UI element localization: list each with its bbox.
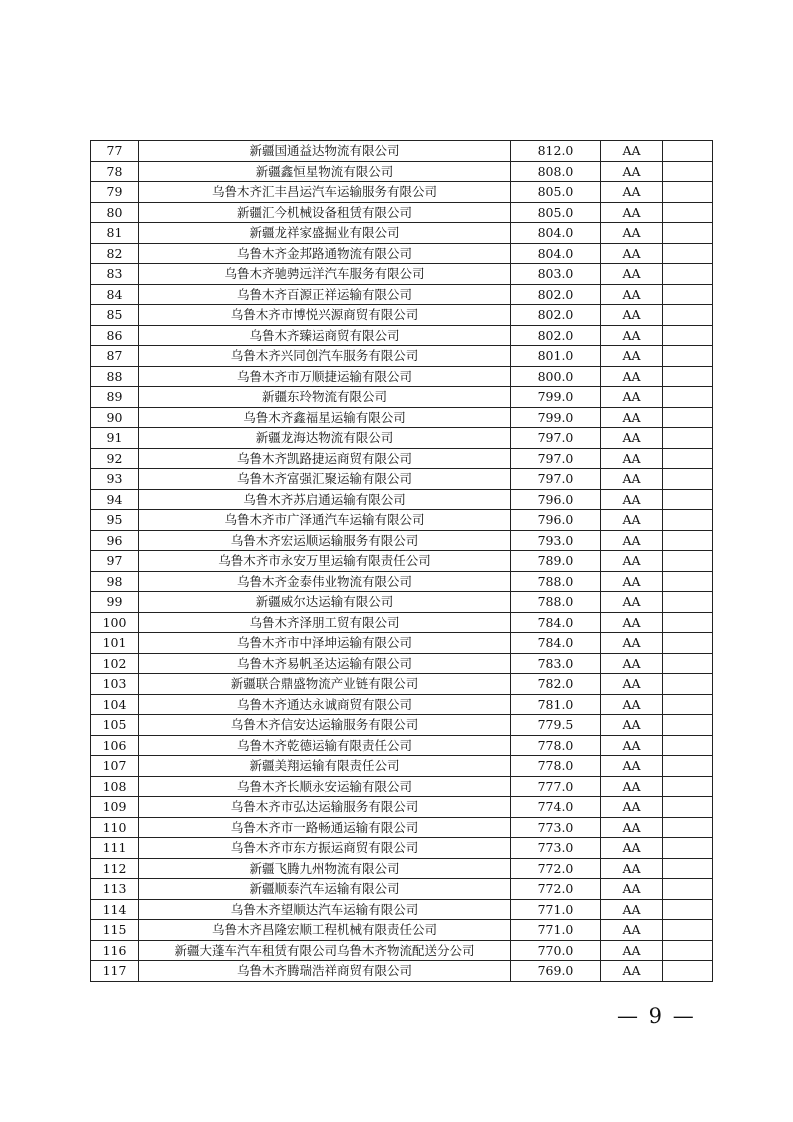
remark-cell [663, 305, 713, 326]
table-row [91, 202, 713, 223]
company-name-cell: 乌鲁木齐臻运商贸有限公司 [139, 325, 511, 346]
row-number-cell: 111 [91, 838, 139, 859]
grade-cell: AA [601, 838, 663, 859]
score-cell: 774.0 [511, 797, 601, 818]
grade-cell: AA [601, 346, 663, 367]
company-name-cell: 乌鲁木齐凯路捷运商贸有限公司 [139, 448, 511, 469]
table-row [91, 141, 713, 162]
table-row [91, 223, 713, 244]
table-row [91, 325, 713, 346]
row-number-cell: 108 [91, 776, 139, 797]
grade-cell: AA [601, 366, 663, 387]
row-number-cell: 77 [91, 141, 139, 162]
grade-cell: AA [601, 387, 663, 408]
table-row [91, 305, 713, 326]
table-row [91, 161, 713, 182]
grade-cell: AA [601, 223, 663, 244]
company-name-cell: 新疆美翔运输有限责任公司 [139, 756, 511, 777]
table-row [91, 920, 713, 941]
score-cell: 797.0 [511, 428, 601, 449]
score-cell: 773.0 [511, 817, 601, 838]
company-name-cell: 新疆国通益达物流有限公司 [139, 141, 511, 162]
table-row [91, 592, 713, 613]
score-cell: 797.0 [511, 448, 601, 469]
company-name-cell: 新疆大蓬车汽车租赁有限公司乌鲁木齐物流配送分公司 [139, 940, 511, 961]
table-row [91, 284, 713, 305]
company-name-cell: 乌鲁木齐乾德运输有限责任公司 [139, 735, 511, 756]
score-cell: 770.0 [511, 940, 601, 961]
company-name-cell: 乌鲁木齐信安达运输服务有限公司 [139, 715, 511, 736]
row-number-cell: 91 [91, 428, 139, 449]
remark-cell [663, 489, 713, 510]
company-name-cell: 新疆鑫恒星物流有限公司 [139, 161, 511, 182]
score-cell: 772.0 [511, 858, 601, 879]
score-cell: 784.0 [511, 612, 601, 633]
score-cell: 782.0 [511, 674, 601, 695]
company-name-cell: 乌鲁木齐市中泽坤运输有限公司 [139, 633, 511, 654]
remark-cell [663, 858, 713, 879]
company-name-cell: 乌鲁木齐腾瑞浩祥商贸有限公司 [139, 961, 511, 982]
score-cell: 784.0 [511, 633, 601, 654]
row-number-cell: 99 [91, 592, 139, 613]
table-row [91, 571, 713, 592]
row-number-cell: 112 [91, 858, 139, 879]
row-number-cell: 90 [91, 407, 139, 428]
remark-cell [663, 776, 713, 797]
score-cell: 812.0 [511, 141, 601, 162]
remark-cell [663, 284, 713, 305]
company-name-cell: 乌鲁木齐驰骋远洋汽车服务有限公司 [139, 264, 511, 285]
table-row [91, 797, 713, 818]
table-row [91, 858, 713, 879]
table-row [91, 612, 713, 633]
row-number-cell: 79 [91, 182, 139, 203]
rating-table-body [91, 141, 713, 982]
table-row [91, 735, 713, 756]
score-cell: 799.0 [511, 387, 601, 408]
company-name-cell: 乌鲁木齐鑫福星运输有限公司 [139, 407, 511, 428]
grade-cell: AA [601, 530, 663, 551]
company-name-cell: 乌鲁木齐昌隆宏顺工程机械有限责任公司 [139, 920, 511, 941]
remark-cell [663, 448, 713, 469]
table-row [91, 366, 713, 387]
grade-cell: AA [601, 879, 663, 900]
grade-cell: AA [601, 571, 663, 592]
table-row [91, 961, 713, 982]
grade-cell: AA [601, 735, 663, 756]
row-number-cell: 102 [91, 653, 139, 674]
remark-cell [663, 264, 713, 285]
grade-cell: AA [601, 940, 663, 961]
row-number-cell: 103 [91, 674, 139, 695]
row-number-cell: 88 [91, 366, 139, 387]
table-row [91, 510, 713, 531]
table-row [91, 940, 713, 961]
row-number-cell: 82 [91, 243, 139, 264]
remark-cell [663, 530, 713, 551]
remark-cell [663, 674, 713, 695]
grade-cell: AA [601, 817, 663, 838]
score-cell: 778.0 [511, 735, 601, 756]
grade-cell: AA [601, 653, 663, 674]
score-cell: 802.0 [511, 284, 601, 305]
grade-cell: AA [601, 264, 663, 285]
remark-cell [663, 223, 713, 244]
score-cell: 783.0 [511, 653, 601, 674]
table-row [91, 182, 713, 203]
row-number-cell: 114 [91, 899, 139, 920]
table-row [91, 428, 713, 449]
table-row [91, 838, 713, 859]
remark-cell [663, 346, 713, 367]
grade-cell: AA [601, 899, 663, 920]
table-row [91, 817, 713, 838]
company-name-cell: 乌鲁木齐苏启通运输有限公司 [139, 489, 511, 510]
company-name-cell: 乌鲁木齐宏运顺运输服务有限公司 [139, 530, 511, 551]
remark-cell [663, 817, 713, 838]
score-cell: 802.0 [511, 325, 601, 346]
grade-cell: AA [601, 182, 663, 203]
score-cell: 804.0 [511, 243, 601, 264]
grade-cell: AA [601, 510, 663, 531]
remark-cell [663, 407, 713, 428]
table-row [91, 346, 713, 367]
row-number-cell: 106 [91, 735, 139, 756]
remark-cell [663, 551, 713, 572]
table-row [91, 551, 713, 572]
company-name-cell: 乌鲁木齐兴同创汽车服务有限公司 [139, 346, 511, 367]
company-name-cell: 乌鲁木齐易帆圣达运输有限公司 [139, 653, 511, 674]
company-name-cell: 乌鲁木齐市广泽通汽车运输有限公司 [139, 510, 511, 531]
grade-cell: AA [601, 776, 663, 797]
row-number-cell: 81 [91, 223, 139, 244]
remark-cell [663, 633, 713, 654]
row-number-cell: 101 [91, 633, 139, 654]
remark-cell [663, 202, 713, 223]
remark-cell [663, 161, 713, 182]
score-cell: 804.0 [511, 223, 601, 244]
grade-cell: AA [601, 920, 663, 941]
grade-cell: AA [601, 448, 663, 469]
row-number-cell: 105 [91, 715, 139, 736]
remark-cell [663, 387, 713, 408]
row-number-cell: 100 [91, 612, 139, 633]
company-name-cell: 乌鲁木齐市弘达运输服务有限公司 [139, 797, 511, 818]
grade-cell: AA [601, 756, 663, 777]
row-number-cell: 84 [91, 284, 139, 305]
page-number: — 9 — [617, 1004, 696, 1028]
company-name-cell: 新疆汇今机械设备租赁有限公司 [139, 202, 511, 223]
grade-cell: AA [601, 407, 663, 428]
score-cell: 805.0 [511, 182, 601, 203]
company-name-cell: 乌鲁木齐望顺达汽车运输有限公司 [139, 899, 511, 920]
table-row [91, 264, 713, 285]
remark-cell [663, 961, 713, 982]
grade-cell: AA [601, 551, 663, 572]
remark-cell [663, 325, 713, 346]
table-row [91, 776, 713, 797]
company-name-cell: 乌鲁木齐长顺永安运输有限公司 [139, 776, 511, 797]
grade-cell: AA [601, 961, 663, 982]
row-number-cell: 83 [91, 264, 139, 285]
grade-cell: AA [601, 469, 663, 490]
remark-cell [663, 428, 713, 449]
row-number-cell: 78 [91, 161, 139, 182]
remark-cell [663, 940, 713, 961]
row-number-cell: 86 [91, 325, 139, 346]
score-cell: 771.0 [511, 899, 601, 920]
score-cell: 800.0 [511, 366, 601, 387]
company-name-cell: 新疆龙海达物流有限公司 [139, 428, 511, 449]
score-cell: 773.0 [511, 838, 601, 859]
score-cell: 803.0 [511, 264, 601, 285]
row-number-cell: 94 [91, 489, 139, 510]
row-number-cell: 89 [91, 387, 139, 408]
company-name-cell: 乌鲁木齐百源正祥运输有限公司 [139, 284, 511, 305]
remark-cell [663, 469, 713, 490]
grade-cell: AA [601, 858, 663, 879]
row-number-cell: 98 [91, 571, 139, 592]
table-row [91, 448, 713, 469]
grade-cell: AA [601, 797, 663, 818]
score-cell: 789.0 [511, 551, 601, 572]
company-name-cell: 乌鲁木齐市东方振运商贸有限公司 [139, 838, 511, 859]
company-name-cell: 新疆联合鼎盛物流产业链有限公司 [139, 674, 511, 695]
remark-cell [663, 838, 713, 859]
grade-cell: AA [601, 633, 663, 654]
grade-cell: AA [601, 612, 663, 633]
table-row [91, 674, 713, 695]
row-number-cell: 107 [91, 756, 139, 777]
table-row [91, 653, 713, 674]
score-cell: 781.0 [511, 694, 601, 715]
remark-cell [663, 243, 713, 264]
row-number-cell: 110 [91, 817, 139, 838]
company-name-cell: 新疆威尔达运输有限公司 [139, 592, 511, 613]
remark-cell [663, 694, 713, 715]
grade-cell: AA [601, 592, 663, 613]
remark-cell [663, 735, 713, 756]
score-cell: 802.0 [511, 305, 601, 326]
remark-cell [663, 797, 713, 818]
table-row [91, 530, 713, 551]
grade-cell: AA [601, 428, 663, 449]
grade-cell: AA [601, 243, 663, 264]
table-row [91, 899, 713, 920]
score-cell: 772.0 [511, 879, 601, 900]
row-number-cell: 95 [91, 510, 139, 531]
row-number-cell: 113 [91, 879, 139, 900]
row-number-cell: 96 [91, 530, 139, 551]
remark-cell [663, 141, 713, 162]
table-row [91, 756, 713, 777]
remark-cell [663, 612, 713, 633]
company-name-cell: 乌鲁木齐市一路畅通运输有限公司 [139, 817, 511, 838]
remark-cell [663, 571, 713, 592]
company-name-cell: 新疆龙祥家盛掘业有限公司 [139, 223, 511, 244]
grade-cell: AA [601, 284, 663, 305]
rating-table [90, 140, 713, 982]
remark-cell [663, 592, 713, 613]
remark-cell [663, 366, 713, 387]
row-number-cell: 92 [91, 448, 139, 469]
table-row [91, 715, 713, 736]
score-cell: 793.0 [511, 530, 601, 551]
score-cell: 799.0 [511, 407, 601, 428]
company-name-cell: 乌鲁木齐市博悦兴源商贸有限公司 [139, 305, 511, 326]
row-number-cell: 115 [91, 920, 139, 941]
row-number-cell: 80 [91, 202, 139, 223]
grade-cell: AA [601, 161, 663, 182]
company-name-cell: 新疆飞腾九州物流有限公司 [139, 858, 511, 879]
score-cell: 788.0 [511, 571, 601, 592]
score-cell: 805.0 [511, 202, 601, 223]
score-cell: 796.0 [511, 489, 601, 510]
remark-cell [663, 510, 713, 531]
row-number-cell: 109 [91, 797, 139, 818]
company-name-cell: 新疆顺泰汽车运输有限公司 [139, 879, 511, 900]
remark-cell [663, 182, 713, 203]
score-cell: 779.5 [511, 715, 601, 736]
score-cell: 778.0 [511, 756, 601, 777]
table-row [91, 633, 713, 654]
row-number-cell: 93 [91, 469, 139, 490]
company-name-cell: 新疆东玲物流有限公司 [139, 387, 511, 408]
score-cell: 769.0 [511, 961, 601, 982]
grade-cell: AA [601, 674, 663, 695]
table-row [91, 469, 713, 490]
remark-cell [663, 920, 713, 941]
company-name-cell: 乌鲁木齐通达永诚商贸有限公司 [139, 694, 511, 715]
row-number-cell: 117 [91, 961, 139, 982]
table-row [91, 407, 713, 428]
table-row [91, 243, 713, 264]
row-number-cell: 97 [91, 551, 139, 572]
remark-cell [663, 756, 713, 777]
grade-cell: AA [601, 141, 663, 162]
grade-cell: AA [601, 694, 663, 715]
table-row [91, 489, 713, 510]
remark-cell [663, 653, 713, 674]
company-name-cell: 乌鲁木齐市万顺捷运输有限公司 [139, 366, 511, 387]
company-name-cell: 乌鲁木齐泽朋工贸有限公司 [139, 612, 511, 633]
company-name-cell: 乌鲁木齐金邦路通物流有限公司 [139, 243, 511, 264]
table-row [91, 879, 713, 900]
company-name-cell: 乌鲁木齐金泰伟业物流有限公司 [139, 571, 511, 592]
score-cell: 771.0 [511, 920, 601, 941]
row-number-cell: 116 [91, 940, 139, 961]
company-name-cell: 乌鲁木齐市永安万里运输有限责任公司 [139, 551, 511, 572]
score-cell: 777.0 [511, 776, 601, 797]
score-cell: 808.0 [511, 161, 601, 182]
score-cell: 801.0 [511, 346, 601, 367]
grade-cell: AA [601, 325, 663, 346]
company-name-cell: 乌鲁木齐富强汇聚运输有限公司 [139, 469, 511, 490]
score-cell: 788.0 [511, 592, 601, 613]
score-cell: 797.0 [511, 469, 601, 490]
table-row [91, 387, 713, 408]
grade-cell: AA [601, 489, 663, 510]
score-cell: 796.0 [511, 510, 601, 531]
company-name-cell: 乌鲁木齐汇丰昌运汽车运输服务有限公司 [139, 182, 511, 203]
grade-cell: AA [601, 305, 663, 326]
row-number-cell: 85 [91, 305, 139, 326]
remark-cell [663, 879, 713, 900]
row-number-cell: 104 [91, 694, 139, 715]
remark-cell [663, 899, 713, 920]
grade-cell: AA [601, 202, 663, 223]
remark-cell [663, 715, 713, 736]
grade-cell: AA [601, 715, 663, 736]
row-number-cell: 87 [91, 346, 139, 367]
table-row [91, 694, 713, 715]
